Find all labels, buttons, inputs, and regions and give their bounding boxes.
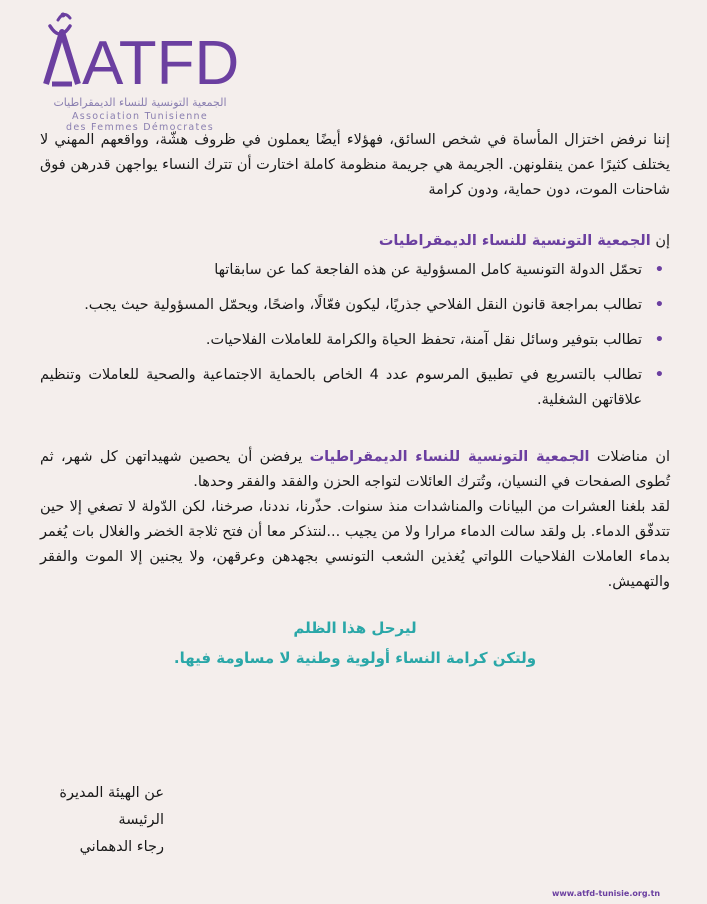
list-item [40,258,670,283]
slogan-line-2: ولتكن كرامة النساء أولوية وطنية لا مساومة فيها. [173,649,537,667]
slogan [40,613,670,673]
list-item [40,293,670,318]
bullet-icon: • [654,262,664,278]
demands-intro-prefix: إن [655,233,670,249]
bullet-icon: • [654,332,664,348]
list-item [40,363,670,413]
demands-intro [40,229,670,254]
demands-list [40,258,670,413]
paragraph-1: إننا نرفض اختزال المأساة في شخص السائق، فهؤلاء أيضًا يعملون في ظروف هشّة، وواقعهم المهني لا يختلف كثيرًا عمن ينقلونهن. الجريمة هي جريمة منظومة كاملة اختارت أن تترك النساء يواجهن قدرهن فوق شاحنات الموت، دون حماية، ودون كرامة [40,132,670,198]
signature-name: رجاء الدهماني [79,839,164,855]
demand-text: تحمّل الدولة التونسية كامل المسؤولية عن هذه الفاجعة كما عن سابقاتها [214,262,642,278]
logo-arabic-name: الجمعية التونسية للنساء الديمقراطيات [53,96,227,109]
paragraph-3-prefix: ان مناضلات [596,449,671,465]
atfd-logo [40,8,240,133]
org-name-highlight: الجمعية التونسية للنساء الديمقراطيات [378,233,651,249]
paragraph-3 [40,445,670,495]
statement-body [40,128,670,673]
logo-french-line2: des Femmes Démocrates [66,122,214,133]
signature-title: الرئيسة [118,812,164,828]
paragraph-3-suffix: يرفضن أن يحصين شهيداتهن كل شهر، ثم تُطوى الصفحات في النسيان، وتُترك العائلات لتواجه الحزن والفقد والفقر وحدها. [40,449,670,490]
signature-block [40,780,164,861]
website-link[interactable]: www.atfd-tunisie.org.tn [552,889,661,898]
org-name-highlight: الجمعية التونسية للنساء الديمقراطيات [309,449,590,465]
logo-french-line1: Association Tunisienne [71,111,209,122]
signature-body: عن الهيئة المديرة [59,785,164,801]
logo-acronym-text: ATFD [82,29,240,98]
paragraph-4: لقد بلغنا العشرات من البيانات والمناشدات منذ سنوات. حذّرنا، نددنا، صرخنا، لكن الدّولة لا تصغي إلا حين تتدفّق الدماء. بل ولقد سالت الدماء مرارا ولا من يجيب ...لنتذكر معا أن فتح ثلاجة الخضر والغلال بات يُغمر بدماء العاملات الفلاحيات اللواتي يُغذين الشعب التونسي بجهدهن وعرقهن، ولا يجنين إلا الموت والفقر والتهميش. [40,499,670,590]
bullet-icon: • [654,297,664,313]
slogan-line-1: ليرحل هذا الظلم [293,619,417,637]
atfd-logo-mark [40,8,240,98]
demand-text: تطالب بالتسريع في تطبيق المرسوم عدد 4 الخاص بالحماية الاجتماعية والصحية للعاملات وتنظيم علاقاتهن الشغلية. [40,367,642,408]
demand-text: تطالب بمراجعة قانون النقل الفلاحي جذريًا، ليكون فعّالًا، واضحًا، ويحمّل المسؤولية حيث يجب. [84,297,642,313]
list-item [40,328,670,353]
demand-text: تطالب بتوفير وسائل نقل آمنة، تحفظ الحياة والكرامة للعاملات الفلاحيات. [205,332,642,348]
bullet-icon: • [654,367,664,383]
